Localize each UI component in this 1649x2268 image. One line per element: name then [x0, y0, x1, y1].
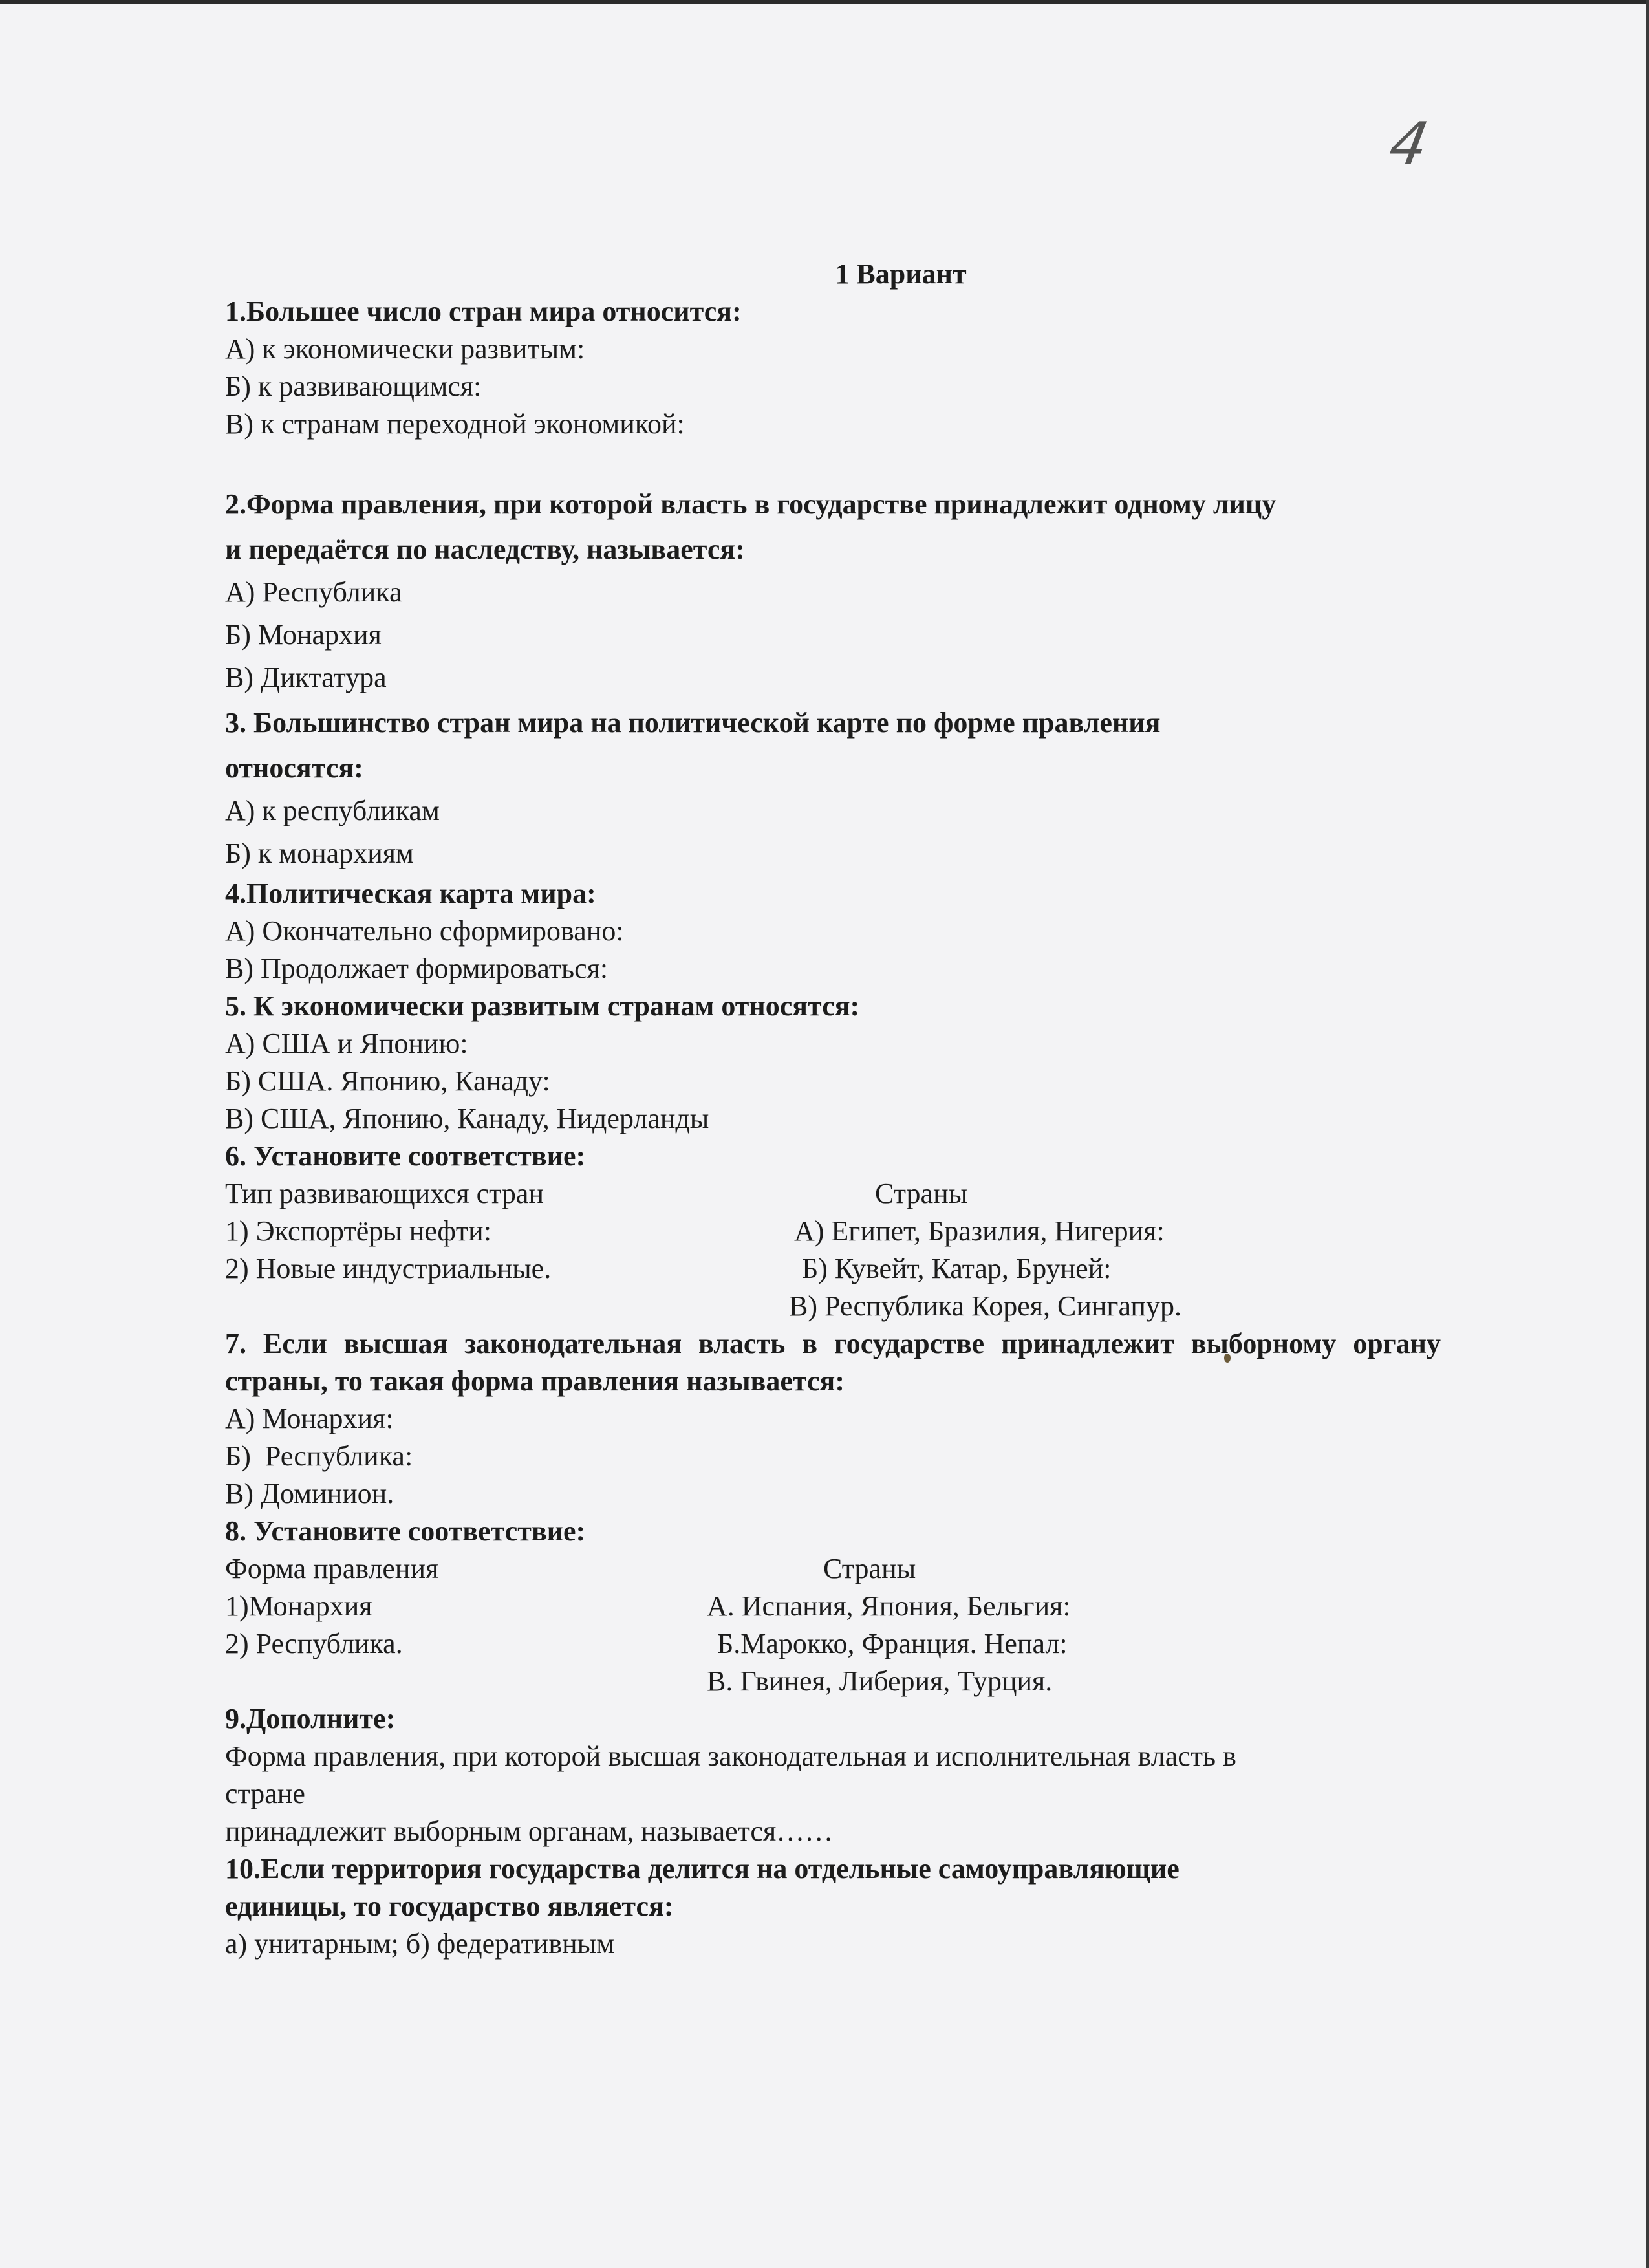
question-4 [225, 875, 1441, 988]
right-item-c: В) Республика Корея, Сингапур. [789, 1290, 1181, 1322]
question-10-options: а) унитарным; б) федеративным [225, 1928, 615, 1960]
question-1-option-a: А) к экономически развитым: [225, 333, 585, 365]
matching-table-6 [225, 1175, 1441, 1325]
question-9-text: 9.Дополните: [225, 1703, 396, 1734]
right-header: Страны [875, 1178, 968, 1209]
question-9-body-line3: принадлежит выборным органам, называется…… [225, 1815, 834, 1847]
right-item-a: А. Испания, Япония, Бельгия: [707, 1590, 1071, 1622]
matching-left-column [225, 1175, 794, 1325]
loose-block [225, 483, 1441, 875]
scan-edge-top [0, 0, 1649, 4]
right-header: Страны [823, 1553, 916, 1584]
question-1-text: 1.Большее число стран мира относится: [225, 296, 742, 327]
right-item-c: В. Гвинея, Либерия, Турция. [707, 1665, 1053, 1697]
handwritten-page-number: 4 [1384, 110, 1434, 178]
right-item-b: Б) Кувейт, Катар, Бруней: [802, 1253, 1112, 1284]
question-6-text: 6. Установите соответствие: [225, 1140, 586, 1172]
left-header: Тип развивающихся стран [225, 1178, 544, 1209]
question-6 [225, 1138, 1441, 1325]
question-4-option-c: В) Продолжает формироваться: [225, 953, 609, 984]
question-2-option-b: Б) Монархия [225, 619, 382, 651]
test-document [225, 255, 1441, 1963]
question-2 [225, 483, 1441, 699]
question-3-option-b: Б) к монархиям [225, 837, 414, 869]
question-9 [225, 1700, 1441, 1850]
question-5-option-c: В) США, Японию, Канаду, Нидерланды [225, 1103, 709, 1134]
question-5 [225, 988, 1441, 1138]
left-header: Форма правления [225, 1553, 439, 1584]
question-10 [225, 1850, 1441, 1963]
right-item-b: Б.Марокко, Франция. Непал: [717, 1628, 1068, 1659]
variant-title: 1 Вариант [835, 258, 967, 290]
question-10-text-line1: 10.Если территория государства делится на отдельные самоуправляющие [225, 1853, 1180, 1885]
question-3-option-a: А) к республикам [225, 795, 440, 826]
question-8 [225, 1513, 1441, 1700]
question-9-body-line2: стране [225, 1778, 305, 1809]
question-2-option-c: В) Диктатура [225, 662, 387, 693]
matching-right-column [707, 1550, 1441, 1700]
question-9-body-line1: Форма правления, при которой высшая законодательная и исполнительная власть в [225, 1740, 1236, 1772]
question-8-text: 8. Установите соответствие: [225, 1515, 586, 1547]
spacer [225, 443, 1441, 481]
question-5-option-a: А) США и Японию: [225, 1028, 468, 1059]
question-5-text: 5. К экономически развитым странам относятся: [225, 990, 860, 1022]
question-1-option-c: В) к странам переходной экономикой: [225, 408, 685, 440]
right-item-a: А) Египет, Бразилия, Нигерия: [794, 1215, 1165, 1247]
question-4-text: 4.Политическая карта мира: [225, 878, 596, 909]
matching-left-column [225, 1550, 707, 1700]
question-1-option-b: Б) к развивающимся: [225, 371, 482, 402]
question-7-option-a: А) Монархия: [225, 1403, 394, 1434]
question-7-text: 7. Если высшая законодательная власть в государстве принадлежит выборному органу страны, то такая форма правления называется: [225, 1328, 1441, 1397]
question-1 [225, 293, 1441, 443]
left-item-2: 2) Республика. [225, 1628, 403, 1659]
question-10-text-line2: единицы, то государство является: [225, 1890, 674, 1922]
left-item-1: 1)Монархия [225, 1590, 372, 1622]
left-item-1: 1) Экспортёры нефти: [225, 1215, 491, 1247]
question-3 [225, 702, 1441, 875]
question-2-option-a: А) Республика [225, 576, 402, 608]
question-7 [225, 1325, 1441, 1513]
question-2-text-line1: 2.Форма правления, при которой власть в государстве принадлежит одному лицу [225, 488, 1277, 520]
question-7-option-b: Б) Республика: [225, 1440, 413, 1472]
matching-table-8 [225, 1550, 1441, 1700]
question-5-option-b: Б) США. Японию, Канаду: [225, 1065, 550, 1097]
question-2-text-line2: и передаётся по наследству, называется: [225, 534, 745, 565]
question-7-option-c: В) Доминион. [225, 1478, 394, 1509]
left-item-2: 2) Новые индустриальные. [225, 1253, 552, 1284]
question-3-text-line1: 3. Большинство стран мира на политической карте по форме правления [225, 707, 1161, 739]
question-4-option-a: А) Окончательно сформировано: [225, 915, 624, 947]
question-3-text-line2: относятся: [225, 752, 363, 784]
scan-edge-right [1646, 0, 1649, 2268]
matching-right-column [789, 1175, 1441, 1325]
